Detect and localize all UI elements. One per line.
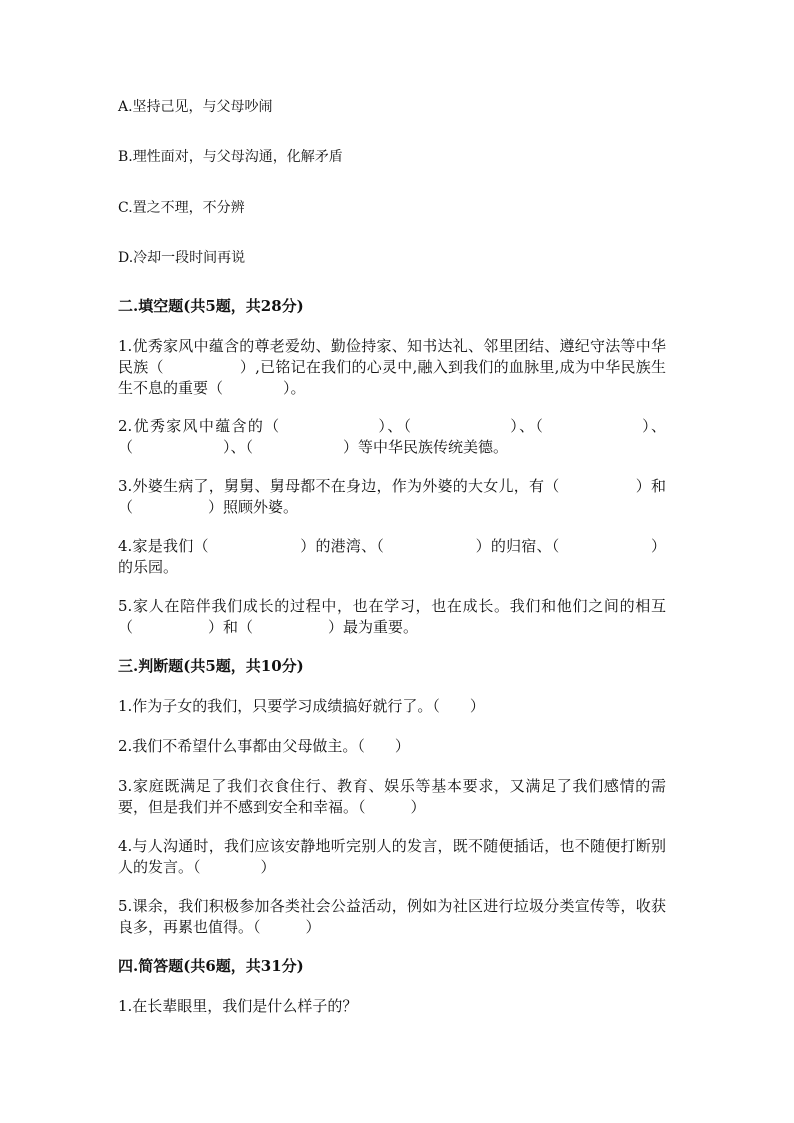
judge-question-1: 1.作为子女的我们，只要学习成绩搞好就行了。（ ） <box>118 697 485 715</box>
judge-question-3: 3.家庭既满足了我们衣食住行、教育、娱乐等基本要求，又满足了我们感情的需要，但是我们并不感到安全和幸福。（ ） <box>118 777 666 816</box>
fill-question-4: 4.家是我们（ ）的港湾、（ ）的归宿、（ ）的乐园。 <box>118 537 666 576</box>
fill-question-3: 3.外婆生病了，舅舅、舅母都不在身边，作为外婆的大女儿，有（ ）和（ ）照顾外婆。 <box>118 477 666 516</box>
option-c: C.置之不理，不分辨 <box>118 200 245 216</box>
section-title-fill: 二.填空题(共5题，共28分) <box>118 297 304 315</box>
fill-question-1: 1.优秀家风中蕴含的尊老爱幼、勤俭持家、知书达礼、邻里团结、遵纪守法等中华民族（ ）,已铭记在我们的心灵中,融入到我们的血脉里,成为中华民族生生不息的重要（ ）。 <box>118 337 666 397</box>
judge-question-2: 2.我们不希望什么事都由父母做主。（ ） <box>118 737 410 755</box>
option-b: B.理性面对，与父母沟通，化解矛盾 <box>118 149 343 165</box>
judge-question-5: 5.课余，我们积极参加各类社会公益活动，例如为社区进行垃圾分类宣传等，收获良多，再累也值得。（ ） <box>118 897 666 936</box>
judge-question-4: 4.与人沟通时，我们应该安静地听完别人的发言，既不随便插话，也不随便打断别人的发言。（ ） <box>118 837 666 876</box>
section-title-judge: 三.判断题(共5题，共10分) <box>118 657 304 675</box>
short-question-1: 1.在长辈眼里，我们是什么样子的？ <box>118 997 358 1015</box>
section-title-short: 四.简答题(共6题，共31分) <box>118 957 304 975</box>
option-d: D.冷却一段时间再说 <box>118 250 246 266</box>
fill-question-5: 5.家人在陪伴我们成长的过程中，也在学习，也在成长。我们和他们之间的相互（ ）和（ ）最为重要。 <box>118 597 666 636</box>
exam-page <box>118 0 678 1123</box>
fill-question-2: 2.优秀家风中蕴含的（ ）、（ ）、（ ）、（ ）、（ ）等中华民族传统美德。 <box>118 417 666 456</box>
option-a: A.坚持己见，与父母吵闹 <box>118 99 273 115</box>
